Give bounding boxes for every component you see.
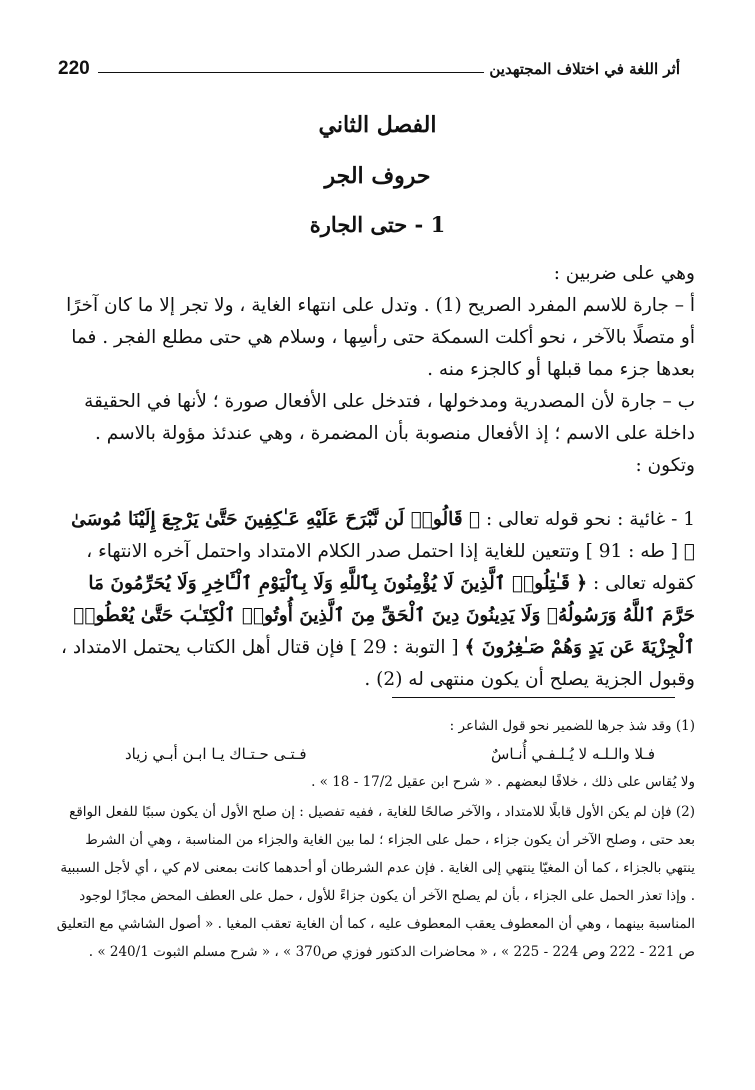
verse-first-half: فـلا والـلـه لا يُـلـفـي أُنـاسٌ	[491, 745, 655, 763]
page-number: 220	[58, 58, 90, 79]
quran-verse-tawba: ﴿ قَـٰتِلُوا۟ ٱلَّذِينَ لَا يُؤْمِنُونَ بِٱللَّهِ وَلَا بِٱلْيَوْمِ ٱلْـَٔاخِرِ وَلَا يُحَرِّمُونَ مَا حَرَّمَ ٱللَّهُ وَرَسُولُهُۥ وَلَا يَدِينُونَ دِينَ ٱلْحَقِّ مِنَ ٱلَّذِينَ أُوتُوا۟ ٱلْكِتَـٰبَ حَتَّىٰ يُعْطُوا۟ ٱلْجِزْيَةَ عَن يَدٍ وَهُمْ صَـٰغِرُونَ ﴾	[73, 573, 695, 658]
intro-line: وهي على ضربين :	[553, 263, 695, 284]
poetry-verse	[55, 740, 695, 768]
paragraph-a: أ – جارة للاسم المفرد الصريح (1) . وتدل على انتهاء الغاية ، ولا تجر إلا ما كان آخرًا أو متصلًا بالآخر ، نحو أكلت السمكة حتى رأسِها ، وسلام هي حتى مطلع الفجر . فما بعدها جزء مما قبلها أو كالجزء منه .	[66, 295, 695, 380]
paragraph-b: ب – جارة لأن المصدرية ومدخولها ، فتدخل على الأفعال صورة ؛ لأنها في الحقيقة داخلة على الاسم ؛ إذ الأفعال منصوبة بأن المضمرة ، وهي عندئذ مؤولة بالاسم .	[84, 391, 695, 444]
header-rule	[98, 72, 484, 73]
footnote-1	[55, 712, 695, 796]
footnote-1-intro: (1) وقد شذ جرها للضمير نحو قول الشاعر :	[449, 718, 695, 734]
takun-line: وتكون :	[635, 455, 695, 476]
subsection-heading: 1 - حتى الجارة	[309, 212, 446, 237]
footnote-separator	[392, 697, 675, 698]
running-title: أثر اللغة في اختلاف المجتهدين	[489, 60, 680, 78]
item1-mid: [ طه : 91 ] وتتعين للغاية إذا احتمل صدر الكلام الامتداد واحتمل آخره الانتهاء ، كقوله تعالى :	[86, 541, 695, 594]
footnote-2: (2) فإن لم يكن الأول قابلًا للامتداد ، والآخر صالحًا للغاية ، ففيه تفصيل : إن صلح الأول أن يكون سببًا للفعل الواقع بعد حتى ، وصلح الآخر أن يكون جزاء ، حمل على الجزاء ؛ لما بين الغاية والجزاء من المناسبة ، وهي أن الشرط ينتهي بالجزاء ، كما أن المغيّا ينتهي إلى الغاية . فإن عدم الشرطان أو أحدهما كانت بمعنى لام كي ، أي لأجل السببية . وإذا تعذر الحمل على الجزاء ، بأن لم يصلح الآخر أن يكون جزاءً للأول ، حمل على العطف المحض مجازًا لوجود المناسبة بينهما ، وهي أن المعطوف يعقب المعطوف عليه ، كما أن الغاية تعقب المغيا . « أصول الشاشي مع التعليق ص 221 - 222 وص 224 - 225 » ، « محاضرات الدكتور فوزي ص370 » ، « شرح مسلم الثبوت 240/1 » .	[56, 804, 695, 960]
quran-verse-taha: ﴿ قَالُوا۟ لَن نَّبْرَحَ عَلَيْهِ عَـٰكِفِينَ حَتَّىٰ يَرْجِعَ إِلَيْنَا مُوسَىٰ ﴾	[71, 509, 695, 562]
item1-end: [ التوبة : 29 ] فإن قتال أهل الكتاب يحتمل الامتداد ، وقبول الجزية يصلح أن يكون منتهى له (2) .	[60, 637, 695, 690]
verse-second-half: فـتـى حـتـاك يـا ابـن أبـي زياد	[125, 745, 307, 763]
page-header	[58, 58, 680, 86]
footnote-1-end: ولا يُقاس على ذلك ، خلافًا لبعضهم . « شرح ابن عقيل 17/2 - 18 » .	[311, 774, 695, 790]
chapter-heading: الفصل الثاني	[318, 112, 437, 138]
section-heading: حروف الجر	[324, 163, 431, 189]
paragraph-item-1	[60, 504, 695, 696]
item1-start: 1 - غائية : نحو قوله تعالى :	[480, 509, 695, 530]
